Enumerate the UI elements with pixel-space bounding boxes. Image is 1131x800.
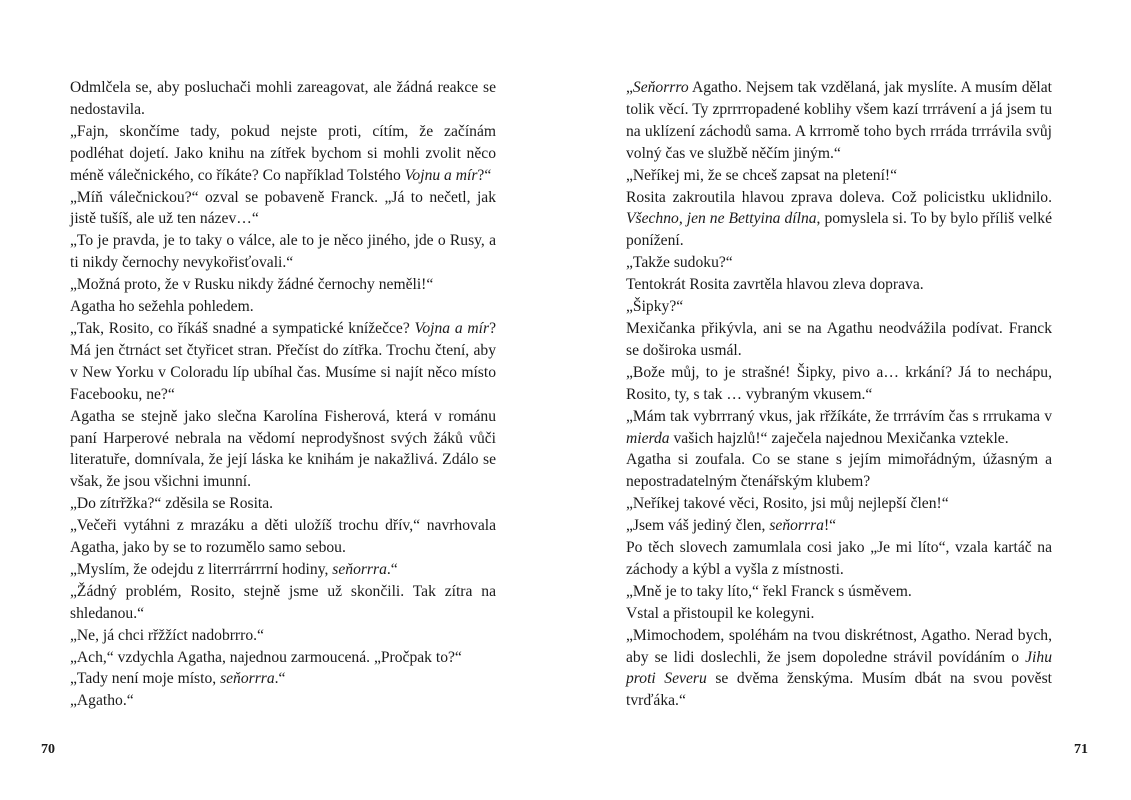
page-number-left: 70 bbox=[41, 742, 55, 757]
left-paragraph-14: „Ach,“ vzdychla Agatha, najednou zarmoucená. „Pročpak to?“ bbox=[70, 648, 462, 666]
right-paragraph-10: Agatha si zoufala. Co se stane s jejím mimořádným, úžasným a nepostradatelným čtenářským klubem? bbox=[626, 451, 1052, 491]
left-paragraph-16: „Agatho.“ bbox=[70, 692, 134, 710]
left-paragraph-10: „Večeři vytáhni z mrazáku a děti uložíš trochu dřív,“ navrhovala Agatha, jako by se to rozumělo samo sebou. bbox=[70, 517, 496, 557]
right-paragraph-12: „Jsem váš jediný člen, seňorrra!“ bbox=[626, 517, 837, 535]
right-paragraph-13: Po těch slovech zamumlala cosi jako „Je mi líto“, vzala kartáč na záchody a kýbl a vyšla z místnosti. bbox=[626, 539, 1052, 578]
left-page-text bbox=[70, 77, 496, 712]
right-paragraph-2: „Neříkej mi, že se chceš zapsat na pletení!“ bbox=[626, 166, 898, 184]
left-paragraph-4: „To je pravda, je to taky o válce, ale to je něco jiného, jde o Rusy, a ti nikdy černochy nevykořisťovali.“ bbox=[70, 232, 496, 272]
right-paragraph-16: „Mimochodem, spoléhám na tvou diskrétnost, Agatho. Nerad bych, aby se lidi doslechli, že jsem dopoledne strávil povídáním o Jihu proti Severu se dvěma ženskýma. Musím dbát na svou pověst tvrďáka.“ bbox=[626, 626, 1052, 710]
right-paragraph-6: „Šipky?“ bbox=[626, 298, 684, 316]
page-number-right: 71 bbox=[1074, 742, 1088, 757]
left-paragraph-5: „Možná proto, že v Rusku nikdy žádné černochy neměli!“ bbox=[70, 276, 434, 294]
right-page bbox=[566, 0, 1131, 800]
right-paragraph-4: „Takže sudoku?“ bbox=[626, 254, 733, 272]
right-paragraph-5: Tentokrát Rosita zavrtěla hlavou zleva doprava. bbox=[626, 276, 924, 294]
right-paragraph-11: „Neříkej takové věci, Rosito, jsi můj nejlepší člen!“ bbox=[626, 495, 949, 513]
left-paragraph-2: „Fajn, skončíme tady, pokud nejste proti, cítím, že začínám podléhat dojetí. Jako knihu na zítřek bychom si mohli zvolit něco méně válečnického, co říkáte? Co například Tolstého Vojnu a mír?“ bbox=[70, 122, 496, 184]
right-paragraph-8: „Bože můj, to je strašné! Šipky, pivo a… krkání? Já to nechápu, Rosito, ty, s tak … vybraným vkusem.“ bbox=[626, 363, 1052, 403]
right-paragraph-1: „Seňorrro Agatho. Nejsem tak vzdělaná, jak myslíte. A musím dělat tolik věcí. Ty zprrrropadené koblihy všem kazí trrrávení a já jsem tu na uklízení záchodů sama. A krrromě toho bych rrráda trrrávila svůj volný čas ve službě něčím jiným.“ bbox=[626, 79, 1052, 162]
right-paragraph-3: Rosita zakroutila hlavou zprava doleva. Což policistku uklidnilo. Všechno, jen ne Bettyina dílna, pomyslela si. To by bylo příliš velké ponížení. bbox=[626, 188, 1052, 250]
left-paragraph-6: Agatha ho sežehla pohledem. bbox=[70, 298, 254, 316]
right-paragraph-14: „Mně je to taky líto,“ řekl Franck s úsměvem. bbox=[626, 582, 912, 600]
left-paragraph-12: „Žádný problém, Rosito, stejně jsme už skončili. Tak zítra na shledanou.“ bbox=[70, 582, 496, 622]
left-paragraph-15: „Tady není moje místo, seňorrra.“ bbox=[70, 670, 286, 688]
left-paragraph-9: „Do zítrřžka?“ zděsila se Rosita. bbox=[70, 495, 274, 513]
left-paragraph-8: Agatha se stejně jako slečna Karolína Fisherová, která v románu paní Harperové nebrala na vědomí neprodyšnost svých žáků vůči literatuře, domnívala, že její láska ke knihám je nakažlivá. Zdálo se však, že jsou všichni imunní. bbox=[70, 407, 496, 491]
left-paragraph-13: „Ne, já chci rřžžíct nadobrrro.“ bbox=[70, 626, 264, 644]
left-page bbox=[0, 0, 565, 800]
left-paragraph-1: Odmlčela se, aby posluchači mohli zareagovat, ale žádná reakce se nedostavila. bbox=[70, 79, 496, 118]
left-paragraph-3: „Míň válečnickou?“ ozval se pobaveně Franck. „Já to nečetl, jak jistě tušíš, ale už ten název…“ bbox=[70, 188, 496, 228]
left-paragraph-7: „Tak, Rosito, co říkáš snadné a sympatické knížečce? Vojna a mír? Má jen čtrnáct set čtyřicet stran. Přečíst do zítřka. Trochu čtení, aby v New Yorku v Coloradu líp ubíhal čas. Musíme si najít něco místo Facebooku, ne?“ bbox=[70, 319, 497, 403]
right-paragraph-9: „Mám tak vybrrraný vkus, jak rřžíkáte, že trrrávím čas s rrrukama v mierda vašich hajzlů!“ zaječela najednou Mexičanka vztekle. bbox=[626, 407, 1052, 447]
right-paragraph-7: Mexičanka přikývla, ani se na Agathu neodvážila podívat. Franck se doširoka usmál. bbox=[626, 319, 1052, 359]
right-page-text bbox=[626, 77, 1052, 712]
right-paragraph-15: Vstal a přistoupil ke kolegyni. bbox=[626, 604, 815, 622]
left-paragraph-11: „Myslím, že odejdu z literrrárrrní hodiny, seňorrra.“ bbox=[70, 560, 398, 578]
